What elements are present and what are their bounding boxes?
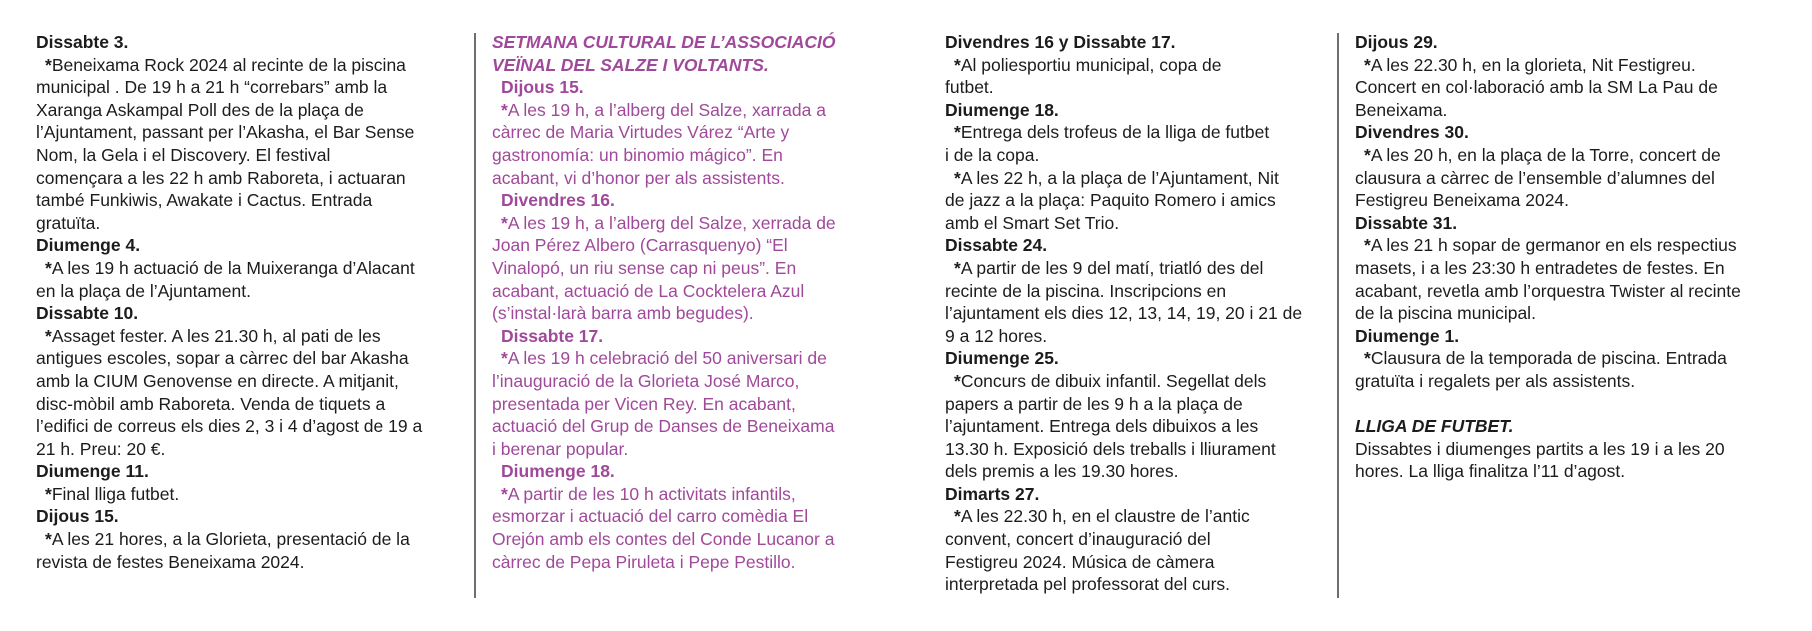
day-heading-text: Dissabte 10. xyxy=(36,303,139,324)
event-text: A partir de les 9 del matí, triatló des del xyxy=(960,257,1264,278)
text-line: l’ajuntament els dies 12, 13, 14, 19, 20 i 21 de xyxy=(945,303,1303,324)
event-item xyxy=(1355,144,1775,212)
text-line: masets, i a les 23:30 h entradetes de festes. En xyxy=(1355,257,1725,278)
event-item xyxy=(36,483,456,506)
event-item xyxy=(492,483,912,573)
event-first-line xyxy=(945,54,1325,77)
event-item xyxy=(945,370,1325,483)
text-line: i de la copa. xyxy=(945,144,1040,165)
day-heading-text: Dijous 15. xyxy=(36,506,119,527)
text-line: acabant, actuació de La Cocktelera Azul xyxy=(492,280,805,301)
bullet-asterisk: * xyxy=(45,325,52,346)
event-first-line xyxy=(945,505,1325,528)
bullet-asterisk: * xyxy=(501,483,508,504)
bullet-asterisk: * xyxy=(1364,144,1371,165)
event-first-line xyxy=(36,257,456,280)
text-line: (s’instal·larà barra amb begudes). xyxy=(492,303,754,324)
event-item xyxy=(1355,347,1775,392)
text-line: de jazz a la plaça: Paquito Romero i amics xyxy=(945,190,1276,211)
event-first-line xyxy=(1355,144,1775,167)
day-heading xyxy=(492,76,912,99)
event-text: Assaget fester. A les 21.30 h, al pati de les xyxy=(51,325,381,346)
event-first-line xyxy=(945,370,1325,393)
event-first-line xyxy=(945,167,1325,190)
text-line: presentada per Vicen Rey. En acabant, xyxy=(492,393,796,414)
bullet-asterisk: * xyxy=(954,506,961,527)
event-first-line xyxy=(945,257,1325,280)
day-heading-text: Diumenge 11. xyxy=(36,461,149,482)
event-item xyxy=(492,347,912,460)
event-text: Concurs de dibuix infantil. Segellat dels xyxy=(960,370,1267,391)
event-text: Entrega dels trofeus de la lliga de futbet xyxy=(960,122,1270,143)
event-text: A les 19 h, a l’alberg del Salze, xerrada de xyxy=(507,212,836,233)
event-item xyxy=(945,54,1325,99)
text-line: recinte de la piscina. Inscripcions en xyxy=(945,280,1227,301)
text-line: començara a les 22 h amb Raboreta, i actuaran xyxy=(36,167,406,188)
text-line: hores. La lliga finalitza l’11 d’agost. xyxy=(1355,461,1626,482)
section-title xyxy=(1355,415,1775,438)
text-line: acabant, revetla amb l’orquestra Twister al recinte xyxy=(1355,280,1741,301)
paragraph xyxy=(1355,438,1775,483)
event-text: A les 19 h, a l’alberg del Salze, xarrada a xyxy=(507,99,826,120)
day-heading-text: Dissabte 17. xyxy=(501,325,604,346)
day-heading xyxy=(36,505,456,528)
text-line: Festigreu Beneixama 2024. xyxy=(1355,190,1570,211)
column-3 xyxy=(945,31,1325,596)
day-heading xyxy=(492,189,912,212)
text-line: amb la CIUM Genovense en directe. A mitjanit, xyxy=(36,370,399,391)
text-line: Nom, la Gela i el Discovery. El festival xyxy=(36,144,331,165)
text-line: 21 h. Preu: 20 €. xyxy=(36,438,166,459)
text-line: 9 a 12 hores. xyxy=(945,325,1048,346)
bullet-asterisk: * xyxy=(1364,348,1371,369)
text-line: revista de festes Beneixama 2024. xyxy=(36,551,305,572)
bullet-asterisk: * xyxy=(1364,54,1371,75)
event-item xyxy=(36,54,456,235)
text-line: futbet. xyxy=(945,77,994,98)
text-line: acabant, vi d’honor per als assistents. xyxy=(492,167,785,188)
event-first-line xyxy=(36,528,456,551)
text-line: disc-mòbil amb Raboreta. Venda de tiquets a xyxy=(36,393,386,414)
bullet-asterisk: * xyxy=(954,370,961,391)
text-line: dels premis a les 19.30 hores. xyxy=(945,461,1179,482)
day-heading xyxy=(492,325,912,348)
event-text: A les 19 h actuació de la Muixeranga d’Alacant xyxy=(51,257,415,278)
text-line: càrrec de Pepa Piruleta i Pepe Pestillo. xyxy=(492,551,796,572)
event-first-line xyxy=(945,121,1325,144)
day-heading-text: Divendres 16. xyxy=(501,190,615,211)
text-line: Orejón amb els contes del Conde Lucanor a xyxy=(492,529,835,550)
text-line: esmorzar i actuació del carro comèdia El xyxy=(492,506,809,527)
day-heading-text: Diumenge 25. xyxy=(945,348,1059,369)
event-first-line xyxy=(36,483,456,506)
column-divider xyxy=(474,33,476,598)
text-line: l’inauguració de la Glorieta José Marco, xyxy=(492,370,800,391)
bullet-asterisk: * xyxy=(501,348,508,369)
text-line: l’ajuntament. Entrega dels dibuixos a les xyxy=(945,416,1259,437)
text-line: interpretada pel professorat del curs. xyxy=(945,574,1231,595)
text-line: gratuïta. xyxy=(36,212,101,233)
day-heading xyxy=(36,31,456,54)
text-line: convent, concert d’inauguració del xyxy=(945,529,1211,550)
bullet-asterisk: * xyxy=(954,257,961,278)
text-line: actuació del Grup de Danses de Beneixama xyxy=(492,416,835,437)
text-line: l’edifici de correus els dies 2, 3 i 4 d’agost de 19 a xyxy=(36,416,423,437)
day-heading xyxy=(945,234,1325,257)
day-heading xyxy=(36,302,456,325)
event-first-line xyxy=(492,212,912,235)
event-item xyxy=(945,121,1325,166)
text-line: gastronomía: un binomio mágico”. En xyxy=(492,144,783,165)
day-heading xyxy=(1355,325,1775,348)
day-heading xyxy=(1355,31,1775,54)
event-text: Beneixama Rock 2024 al recinte de la piscina xyxy=(51,54,406,75)
text-line: en la plaça de l’Ajuntament. xyxy=(36,280,251,301)
text-line: papers a partir de les 9 h a la plaça de xyxy=(945,393,1243,414)
day-heading-text: Diumenge 18. xyxy=(945,99,1059,120)
day-heading xyxy=(945,347,1325,370)
text-line: antigues escoles, sopar a càrrec del bar Akasha xyxy=(36,348,409,369)
day-heading-text: Divendres 16 y Dissabte 17. xyxy=(945,32,1176,52)
text-line: Festigreu 2024. Música de càmera xyxy=(945,551,1215,572)
event-text: Al poliesportiu municipal, copa de xyxy=(960,54,1222,75)
spacer xyxy=(1355,393,1775,416)
section-title-text: VEÏNAL DEL SALZE I VOLTANTS. xyxy=(492,54,769,75)
event-text: A les 22.30 h, en el claustre de l’antic xyxy=(960,506,1250,527)
day-heading xyxy=(1355,212,1775,235)
day-heading xyxy=(1355,121,1775,144)
day-heading xyxy=(36,234,456,257)
day-heading-text: Dissabte 31. xyxy=(1355,212,1458,233)
event-text: A partir de les 10 h activitats infantils, xyxy=(507,483,796,504)
text-line: de la piscina municipal. xyxy=(1355,303,1536,324)
text-line: Beneixama. xyxy=(1355,99,1448,120)
day-heading xyxy=(945,483,1325,506)
bullet-asterisk: * xyxy=(45,483,52,504)
event-text: Final lliga futbet. xyxy=(51,483,180,504)
event-text: A les 19 h celebració del 50 aniversari de xyxy=(507,348,827,369)
event-item xyxy=(945,167,1325,235)
event-first-line xyxy=(1355,347,1775,370)
text-line: l’Ajuntament, passant per l’Akasha, el Bar Sense xyxy=(36,122,415,143)
event-first-line xyxy=(492,483,912,506)
day-heading-text: Diumenge 18. xyxy=(501,461,615,482)
column-divider xyxy=(1337,33,1339,598)
day-heading xyxy=(36,460,456,483)
text-line: càrrec de Maria Virtudes Várez “Arte y xyxy=(492,122,790,143)
bullet-asterisk: * xyxy=(45,257,52,278)
event-first-line xyxy=(1355,54,1775,77)
section-title xyxy=(492,31,912,76)
bullet-asterisk: * xyxy=(501,99,508,120)
event-item xyxy=(492,212,912,325)
event-first-line xyxy=(492,99,912,122)
bullet-asterisk: * xyxy=(45,529,52,550)
bullet-asterisk: * xyxy=(501,212,508,233)
event-first-line xyxy=(492,347,912,370)
column-2 xyxy=(492,31,912,573)
text-line: també Funkiwis, Awakate i Cactus. Entrada xyxy=(36,190,373,211)
text-line: Joan Pérez Albero (Carrasquenyo) “El xyxy=(492,235,788,256)
day-heading-text: Dijous 15. xyxy=(501,77,584,98)
event-first-line xyxy=(36,325,456,348)
text-line: i berenar popular. xyxy=(492,438,629,459)
event-first-line xyxy=(1355,234,1775,257)
column-1 xyxy=(36,31,456,573)
day-heading-text: Divendres 30. xyxy=(1355,122,1469,143)
text-line: gratuïta i regalets per als assistents. xyxy=(1355,370,1636,391)
event-text: A les 21 h sopar de germanor en els respectius xyxy=(1370,235,1737,256)
column-4 xyxy=(1355,31,1775,483)
day-heading-text: Diumenge 1. xyxy=(1355,325,1460,346)
event-item xyxy=(945,505,1325,595)
event-item xyxy=(1355,234,1775,324)
day-heading-text: Diumenge 4. xyxy=(36,235,141,256)
event-text: A les 22 h, a la plaça de l’Ajuntament, Nit xyxy=(960,167,1279,188)
text-line: municipal . De 19 h a 21 h “correbars” amb la xyxy=(36,77,388,98)
section-title-text: LLIGA DE FUTBET. xyxy=(1355,416,1514,437)
text-line: Concert en col·laboració amb la SM La Pau de xyxy=(1355,77,1718,98)
section-title-text: SETMANA CULTURAL DE L’ASSOCIACIÓ xyxy=(492,32,836,52)
event-item xyxy=(492,99,912,189)
text-line: Xaranga Askampal Poll des de la plaça de xyxy=(36,99,364,120)
event-text: Clausura de la temporada de piscina. Entrada xyxy=(1370,348,1727,369)
day-heading-text: Dissabte 24. xyxy=(945,235,1048,256)
bullet-asterisk: * xyxy=(954,167,961,188)
day-heading-text: Dimarts 27. xyxy=(945,483,1040,504)
day-heading xyxy=(945,31,1325,54)
event-text: A les 22.30 h, en la glorieta, Nit Festigreu. xyxy=(1370,54,1696,75)
text-line: clausura a càrrec de l’ensemble d’alumnes del xyxy=(1355,167,1715,188)
event-text: A les 21 hores, a la Glorieta, presentació de la xyxy=(51,529,410,550)
text-line: Vinalopó, un riu sense cap ni peus”. En xyxy=(492,257,797,278)
event-first-line xyxy=(36,54,456,77)
event-item xyxy=(945,257,1325,347)
day-heading-text: Dijous 29. xyxy=(1355,32,1438,52)
text-line: Dissabtes i diumenges partits a les 19 i a les 20 xyxy=(1355,438,1725,459)
text-line: amb el Smart Set Trio. xyxy=(945,212,1120,233)
event-text: A les 20 h, en la plaça de la Torre, concert de xyxy=(1370,144,1721,165)
event-item xyxy=(1355,54,1775,122)
event-item xyxy=(36,528,456,573)
bullet-asterisk: * xyxy=(954,54,961,75)
text-line: 13.30 h. Exposició dels treballs i lliurament xyxy=(945,438,1276,459)
day-heading-text: Dissabte 3. xyxy=(36,32,129,52)
bullet-asterisk: * xyxy=(1364,235,1371,256)
day-heading xyxy=(945,99,1325,122)
bullet-asterisk: * xyxy=(45,54,52,75)
event-item xyxy=(36,325,456,461)
day-heading xyxy=(492,460,912,483)
event-item xyxy=(36,257,456,302)
bullet-asterisk: * xyxy=(954,122,961,143)
